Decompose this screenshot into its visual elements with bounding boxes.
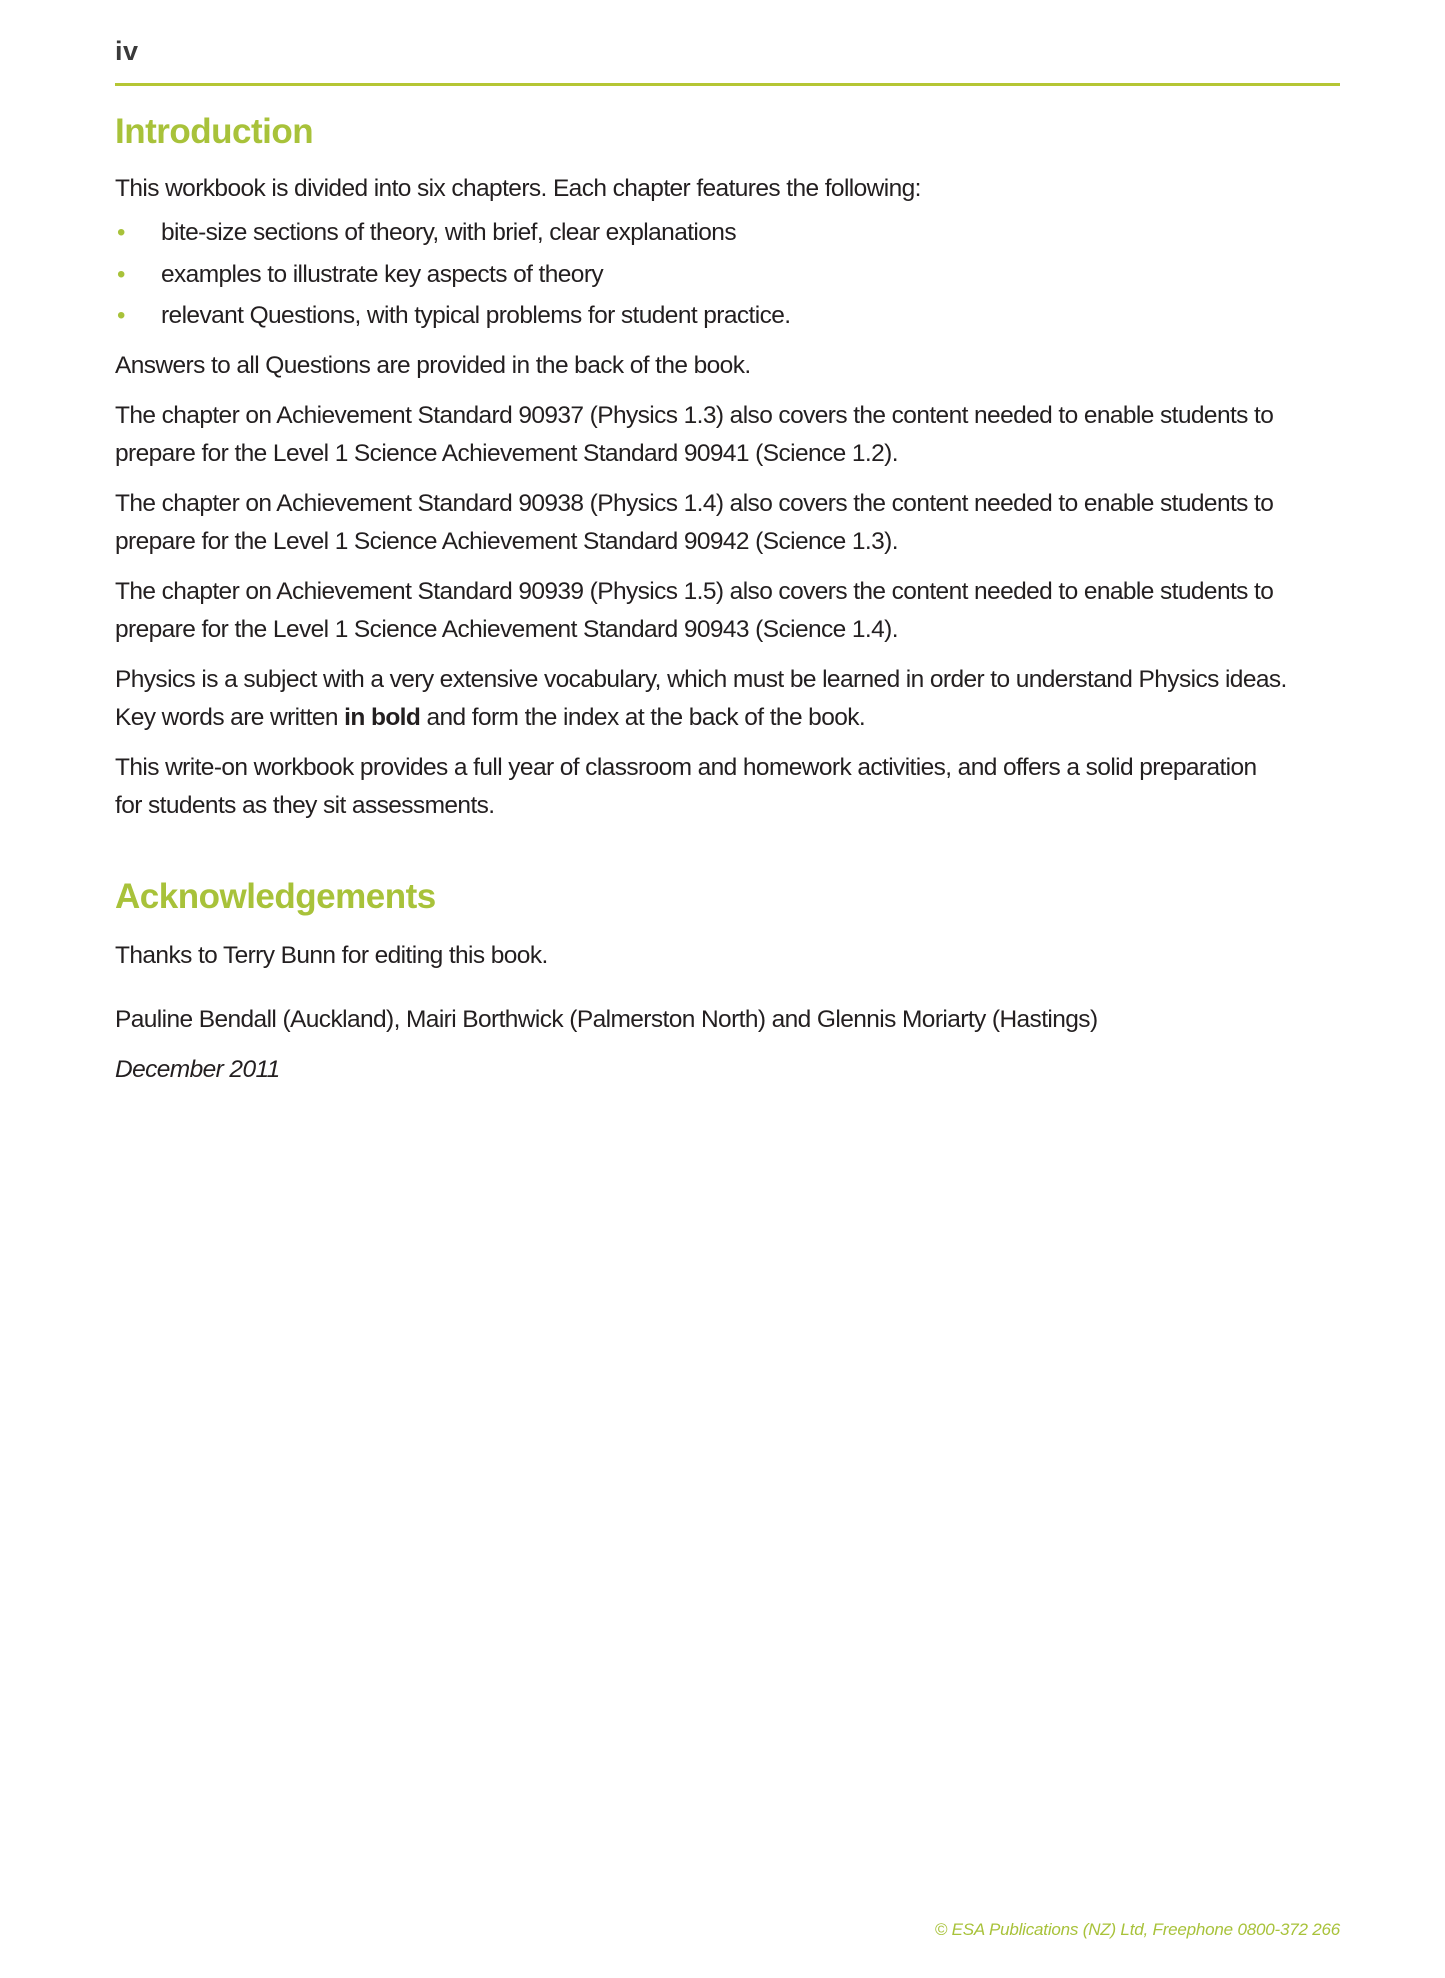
workbook-note-line: This write-on workbook provides a full year of classroom and homework activities, and offers a solid preparation	[115, 753, 1257, 781]
authors-line: Pauline Bendall (Auckland), Mairi Borthwick (Palmerston North) and Glennis Moriarty (Hastings)	[115, 1005, 1098, 1033]
document-page	[115, 0, 1340, 1978]
thanks-line: Thanks to Terry Bunn for editing this book.	[115, 941, 548, 969]
introduction-lead: This workbook is divided into six chapters. Each chapter features the following:	[115, 175, 921, 202]
date-line: December 2011	[115, 1055, 280, 1083]
vocabulary-text: Key words are written	[115, 703, 345, 731]
copyright-footer: © ESA Publications (NZ) Ltd, Freephone 0800-372 266	[934, 1920, 1340, 1939]
list-item	[115, 295, 1340, 337]
header-rule	[115, 83, 1340, 86]
chapter-note	[115, 573, 1340, 649]
chapter-note	[115, 397, 1340, 473]
list-item	[115, 254, 1340, 296]
bullet-icon: •	[117, 302, 125, 329]
chapter-note-line: The chapter on Achievement Standard 90937 (Physics 1.3) also covers the content needed to enable students to	[115, 401, 1274, 429]
feature-list	[115, 212, 1340, 337]
chapter-note-line: prepare for the Level 1 Science Achievement Standard 90943 (Science 1.4).	[115, 615, 898, 643]
chapter-note-line: The chapter on Achievement Standard 90938 (Physics 1.4) also covers the content needed to enable students to	[115, 489, 1274, 517]
bullet-icon: •	[117, 260, 125, 288]
chapter-note-line: prepare for the Level 1 Science Achievement Standard 90941 (Science 1.2).	[115, 439, 898, 467]
list-item-text: relevant Questions, with typical problems for student practice.	[161, 302, 791, 329]
vocabulary-text: and form the index at the back of the book.	[420, 703, 866, 731]
vocabulary-note	[115, 661, 1340, 737]
chapter-note	[115, 485, 1340, 561]
introduction-heading: Introduction	[115, 112, 314, 151]
workbook-note-line: for students as they sit assessments.	[115, 791, 495, 819]
vocabulary-line: Physics is a subject with a very extensive vocabulary, which must be learned in order to understand Physics ideas.	[115, 665, 1287, 693]
list-item-text: examples to illustrate key aspects of theory	[161, 260, 604, 288]
page-number: iv	[115, 36, 139, 66]
page-content	[115, 108, 1340, 1101]
bold-term-example: in bold	[344, 703, 421, 731]
bullet-icon: •	[117, 219, 125, 246]
answers-note: Answers to all Questions are provided in the back of the book.	[115, 351, 751, 379]
list-item-text: bite-size sections of theory, with brief, clear explanations	[161, 219, 736, 246]
chapter-note-line: The chapter on Achievement Standard 90939 (Physics 1.5) also covers the content needed to enable students to	[115, 577, 1274, 605]
workbook-note	[115, 749, 1340, 825]
acknowledgements-heading: Acknowledgements	[115, 876, 436, 916]
chapter-note-line: prepare for the Level 1 Science Achievement Standard 90942 (Science 1.3).	[115, 527, 898, 555]
list-item	[115, 212, 1340, 254]
